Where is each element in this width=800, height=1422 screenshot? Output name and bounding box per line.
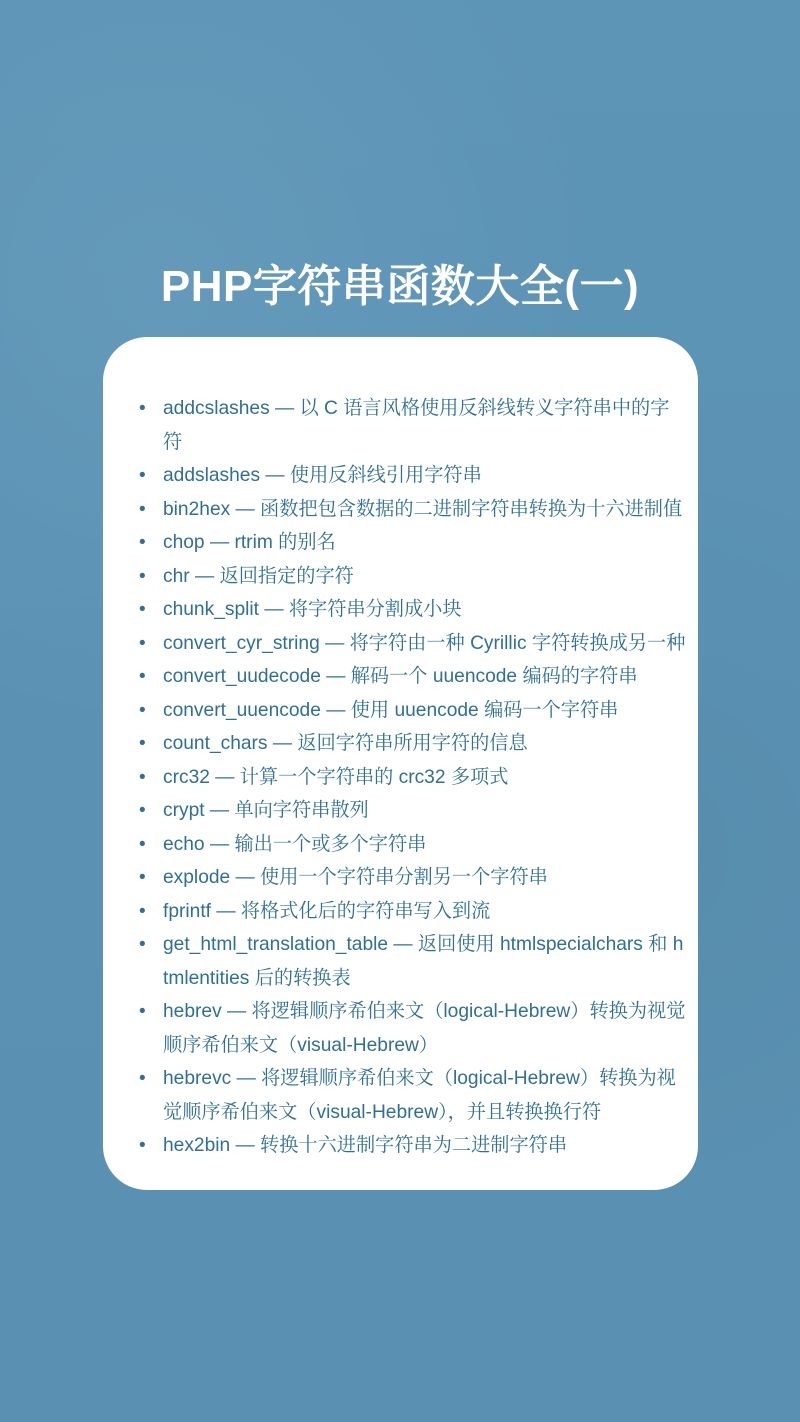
list-item [139,995,688,1062]
function-entry: hebrevc — 将逻辑顺序希伯来文（logical-Hebrew）转换为视觉顺序希伯来文（visual-Hebrew），并且转换换行符 [163,1068,676,1123]
function-list [139,392,688,1163]
bullet-icon: • [139,699,146,721]
function-entry: echo — 输出一个或多个字符串 [163,833,427,855]
list-item [139,761,688,795]
bullet-icon: • [139,833,146,855]
bullet-icon: • [139,934,146,955]
function-entry: chr — 返回指定的字符 [163,565,354,587]
function-entry: convert_cyr_string — 将字符由一种 Cyrillic 字符转换成另一种 [163,632,686,654]
bullet-icon: • [139,465,146,486]
function-entry: convert_uudecode — 解码一个 uuencode 编码的字符串 [163,666,638,687]
bullet-icon: • [139,800,146,821]
list-item [139,727,688,761]
function-entry: explode — 使用一个字符串分割另一个字符串 [163,867,548,888]
list-item [139,392,688,459]
bullet-icon: • [139,766,146,788]
function-entry: fprintf — 将格式化后的字符串写入到流 [163,900,491,922]
bullet-icon: • [139,1135,146,1156]
function-entry: hebrev — 将逻辑顺序希伯来文（logical-Hebrew）转换为视觉顺序希伯来文（visual-Hebrew） [163,1001,686,1056]
function-entry: count_chars — 返回字符串所用字符的信息 [163,733,528,754]
function-entry: chunk_split — 将字符串分割成小块 [163,599,462,620]
list-item [139,828,688,862]
list-item [139,861,688,895]
function-entry: get_html_translation_table — 返回使用 htmlspecialchars 和 htmlentities 后的转换表 [163,934,684,989]
bullet-icon: • [139,398,146,419]
bullet-icon: • [139,666,146,687]
page-title: PHP字符串函数大全(一) [160,262,640,311]
list-item [139,794,688,828]
list-item [139,1062,688,1129]
bullet-icon: • [139,867,146,888]
bullet-icon: • [139,532,146,553]
function-entry: addslashes — 使用反斜线引用字符串 [163,465,482,486]
list-item [139,560,688,594]
list-item [139,660,688,694]
bullet-icon: • [139,498,146,520]
function-entry: hex2bin — 转换十六进制字符串为二进制字符串 [163,1135,568,1156]
bullet-icon: • [139,632,146,654]
list-item [139,593,688,627]
function-entry: crypt — 单向字符串散列 [163,800,369,821]
function-entry: chop — rtrim 的别名 [163,532,336,553]
list-item [139,459,688,493]
list-item [139,928,688,995]
function-entry: crc32 — 计算一个字符串的 crc32 多项式 [163,766,509,788]
function-entry: convert_uuencode — 使用 uuencode 编码一个字符串 [163,699,619,721]
function-entry: addcslashes — 以 C 语言风格使用反斜线转义字符串中的字符 [163,398,670,453]
list-item [139,493,688,527]
bullet-icon: • [139,733,146,754]
function-entry: bin2hex — 函数把包含数据的二进制字符串转换为十六进制值 [163,498,683,520]
list-item [139,1129,688,1163]
bullet-icon: • [139,1001,146,1022]
list-item [139,627,688,661]
list-item [139,526,688,560]
list-item [139,694,688,728]
bullet-icon: • [139,599,146,620]
bullet-icon: • [139,1068,146,1089]
function-list-card [103,337,698,1190]
bullet-icon: • [139,565,146,587]
bullet-icon: • [139,900,146,922]
list-item [139,895,688,929]
